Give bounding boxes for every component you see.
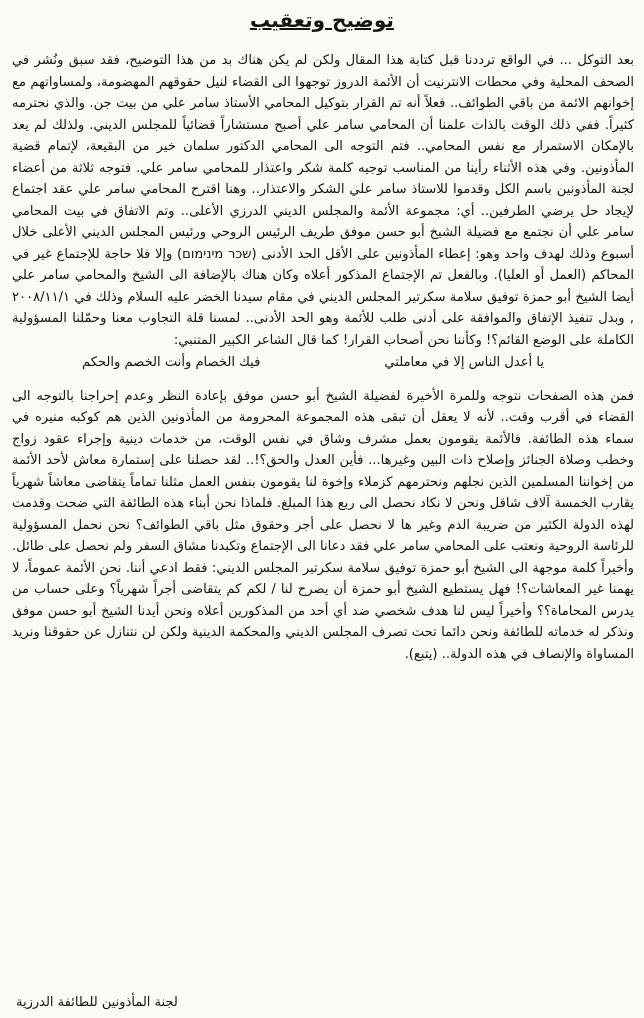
verse-second-hemistich: فيك الخصام وأنت الخصم والحكم [82, 355, 261, 370]
paragraph-1: بعد التوكل ... في الواقع ترددنا قبل كتابة هذا المقال ولكن لم يكن هناك بد من هذا التوضيح، فقد سبق ونُشر في الصحف المحلية وفي محطات الانترنيت أن الأئمة الدروز توجهوا الى القضاء لنيل حقوقهم المهضومة، ولمساواتهم مع إخوانهم الائمة من باقي الطوائف.. فعلاً أنه تم القرار بتوكيل المحامي الأستاذ سامر علي من بيت جن. والذي نحترمه كثيراً. ففي ذلك الوقت بالذات علمنا أن المحامي سامر علي أصبح مستشاراً قضائياً للمجلس الديني. ولذلك لم يعد بالإمكان الاستمرار مع نفس المحامي.. فتم التوجه الى المحامي الدكتور سلمان خير من البقيعة، لإتمام قضية المأذونين. وفي هذه الأثناء رأينا من المناسب توجيه كلمة شكر واعتذار للمحامي سامر علي. فتوجه ثلاثة من أعضاء لجنة المأذونين باسم الكل وقدموا للاستاذ سامر علي الشكر والاعتذار.. وهنا اقترح المحامي سامر علي عقد اجتماع لإيجاد حل يرضي الطرفين.. أي: مجموعة الأئمة والمجلس الديني الدرزي الأعلى.. وتم الاتفاق في بيت المحامي سامر علي أن نجتمع مع فضيلة الشيخ أبو حسن موفق طريف الرئيس الروحي ورئيس المجلس الديني الأعلى خلال أسبوع وذلك لهدف واحد وهو: إعطاء المأذونين على الأقل الحد الأدنى (שכר מינימום) وإلا فلا حاجة للإجتماع غير في المحاكم (العمل أو العليا). وبالفعل تم الإجتماع المذكور أعلاه وكان هناك بالإضافة الى الشيخ والمحامي سامر علي أيضا الشيخ أبو حمزة توفيق سلامة سكرتير المجلس الديني في مقام سيدنا الخضر عليه السلام وذلك في ٢٠٠٨/١١/١ , وبدل تنفيذ الإتفاق والموافقة على أدنى طلب للأئمة وهو الحد الأدنى.. لمسنا قلة التجاوب معنا وحمّلنا المسؤولية الكاملة على الوضع القائم؟! وكأننا نحن أصحاب القرار! كما قال الشاعر الكبير المتنبي: [12, 53, 634, 348]
verse-first-hemistich: يا أعدل الناس إلا في معاملتي [384, 355, 544, 370]
paragraph-2: فمن هذه الصفحات نتوجه وللمرة الأخيرة لفضيلة الشيخ أبو حسن موفق بإعادة النظر وعدم إحراجنا بالتوجه الى القضاء في أقرب وقت.. لأنه لا يعقل أن تبقى هذه المجموعة المحرومة من المأذونين الذين هم كوكبه منيره في سماء هذه الطائفة. فالأئمة يقومون بعمل مشرف وشاق في نفس الوقت، من خدمات دينية وإجراء عقود زواج وخطب وصلاة الجنائز وإصلاح ذات البين وغيرها... فأين العدل والحق؟!.. لقد حصلنا على إستمارة معاش لأحد الأئمة من إخواننا المسلمين الذين نجلهم ونحترمهم كزملاء وإخوة لنا يقومون بنفس العمل مثلنا تماماً يتقاضى معاشاً شهرياً يقارب الخمسة آلاف شاقل ونحن لا نكاد نحصل الى ربع هذا المبلغ. فلماذا نحن أبناء هذه الطائفة التي ضحت وقدمت لهذه الدولة الكثير من ضريبة الدم وغير ها لا نحصل على أجر وحقوق مثل باقي الطوائف؟ نحن نحمل المسؤولية للرئاسة الروحية ونعتب على المحامي سامر علي فقد دعانا الى الإجتماع وتكبدنا مشاق السفر ولم نحصل على طائل. وأخيراً كلمة موجهة الى الشيخ أبو حمزة توفيق سلامة سكرتير المجلس الديني: فقط ادعي أننا. نحن الأئمة عموماً، لا يهمنا غير المعاشات؟! فهل يستطيع الشيخ أبو حمزة أن يصرح لنا / لكم كم يتقاضى أجراً شهرياً؟ وعلى حساب من يدرس المحاماة؟؟ وأخيراً ليس لنا هدف شخصي ضد أي أحد من المذكورين أعلاه ونحن أيدنا الشيخ أبو حسن موفق ونذكر له خدماته للطائفة ونحن دائما تحت تصرف المجلس الديني والمحكمة الدينية ولكن لن نتنازل عن حقوقنا ونريد المساواة والإنصاف في هذه الدولة.. (يتبع). [12, 388, 634, 662]
article-body [12, 50, 634, 665]
article-title: توضيح وتعقيب [250, 8, 394, 32]
poem-verse [12, 352, 634, 374]
signature: لجنة المأذونين للطائفة الدرزية [16, 995, 178, 1010]
